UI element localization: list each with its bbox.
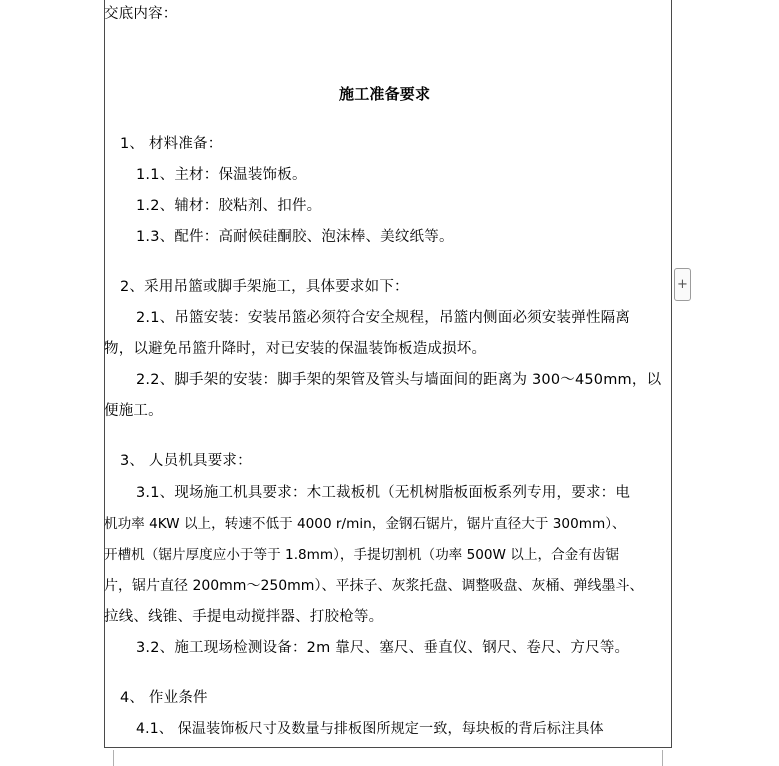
paragraph-line: 1.3、配件：高耐候硅酮胶、泡沫棒、美纹纸等。 xyxy=(136,229,454,245)
section-title: 施工准备要求 xyxy=(339,85,431,103)
ruler-tick xyxy=(113,750,114,766)
paragraph-line: 片，锯片直径 200mm～250mm）、平抹子、灰浆托盘、调整吸盘、灰桶、弹线墨斗、 xyxy=(104,578,644,594)
expand-button[interactable] xyxy=(674,268,691,301)
paragraph-line: 1.2、辅材：胶粘剂、扣件。 xyxy=(136,198,322,214)
paragraph-line: 2.1、吊篮安装：安装吊篮必须符合安全规程，吊篮内侧面必须安装弹性隔离 xyxy=(136,310,631,326)
paragraph-line: 1、 材料准备： xyxy=(120,136,223,152)
paragraph-line: 机功率 4KW 以上，转速不低于 4000 r/min，金钢石锯片，锯片直径大于 300mm）、 xyxy=(104,516,626,532)
paragraph-line: 2、采用吊篮或脚手架施工，具体要求如下： xyxy=(120,279,409,295)
paragraph-line: 1.1、主材：保温装饰板。 xyxy=(136,167,307,183)
paragraph-line: 3.1、现场施工机具要求：木工裁板机（无机树脂板面板系列专用，要求：电 xyxy=(136,485,631,501)
paragraph-line: 拉线、线锥、手提电动搅拌器、打胶枪等。 xyxy=(104,609,384,625)
plus-icon: + xyxy=(677,277,688,292)
paragraph-line: 4、 作业条件 xyxy=(120,690,208,706)
header-label: 交底内容： xyxy=(104,6,178,22)
paragraph-line: 3.2、施工现场检测设备：2m 靠尺、塞尺、垂直仪、钢尺、卷尺、方尺等。 xyxy=(136,640,630,656)
paragraph-line: 4.1、 保温装饰板尺寸及数量与排板图所规定一致，每块板的背后标注具体 xyxy=(136,721,604,737)
ruler-tick xyxy=(662,750,663,766)
paragraph-line: 物，以避免吊篮升降时，对已安装的保温装饰板造成损坏。 xyxy=(104,341,487,357)
paragraph-line: 便施工。 xyxy=(104,403,163,419)
paragraph-line: 2.2、脚手架的安装：脚手架的架管及管头与墙面间的距离为 300～450mm，以 xyxy=(136,372,662,388)
paragraph-line: 3、 人员机具要求： xyxy=(120,453,252,469)
paragraph-line: 开槽机（锯片厚度应小于等于 1.8mm），手提切割机（功率 500W 以上，合金有齿锯 xyxy=(104,547,620,563)
